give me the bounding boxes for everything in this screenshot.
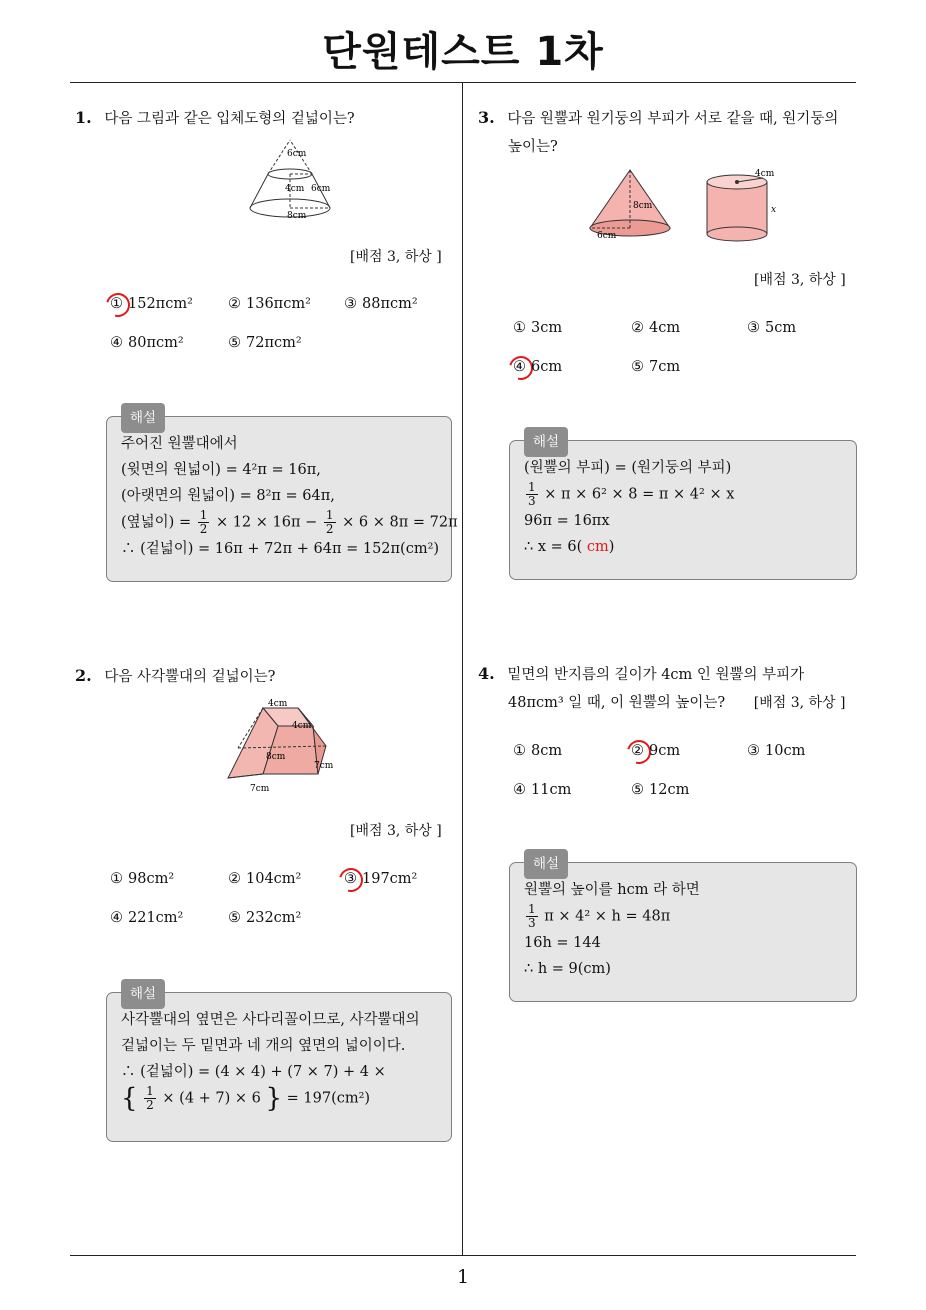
choice-mark: ③: [747, 743, 760, 759]
explanation-line: (원뿔의 부피) = (원기둥의 부피): [524, 460, 732, 476]
figure-label: 6cm: [287, 149, 307, 159]
choice-1[interactable]: [110, 296, 193, 312]
choice-text: 98cm²: [128, 871, 175, 887]
explanation-box: [106, 410, 458, 582]
choice-mark: ①: [513, 320, 526, 336]
choice-mark: ②: [228, 296, 241, 312]
choice-2[interactable]: [631, 743, 680, 759]
choice-text: 88πcm²: [362, 296, 418, 312]
question-number: 1.: [75, 108, 92, 127]
page-title: 단원테스트 1차: [322, 29, 604, 75]
column-divider: [462, 83, 463, 1255]
choice-mark: ⑤: [631, 359, 644, 375]
choice-5[interactable]: [631, 782, 689, 798]
choice-3[interactable]: [747, 743, 805, 759]
explanation-box: [106, 986, 452, 1142]
choice-4[interactable]: [110, 910, 183, 926]
choice-5[interactable]: [228, 335, 302, 351]
explanation-line: 주어진 원뿔대에서: [121, 436, 238, 452]
fraction-numerator: 1: [528, 480, 536, 494]
explanation-line: (아랫면의 원넓이) = 8²π = 64π,: [121, 488, 335, 504]
explanation-line: [121, 1085, 437, 1112]
choice-mark: ④: [110, 910, 123, 926]
choice-4[interactable]: [513, 359, 562, 375]
explanation-line: [524, 481, 842, 508]
fraction: [324, 509, 336, 536]
choice-4[interactable]: [513, 782, 571, 798]
explanation-line: 원뿔의 높이를 hcm 라 하면: [524, 882, 700, 898]
choice-text: 136πcm²: [246, 296, 311, 312]
explanation-line: 사각뿔대의 옆면은 사다리꼴이므로, 사각뿔대의: [121, 1012, 420, 1028]
choice-text: 10cm: [765, 743, 806, 759]
choice-text: 221cm²: [128, 910, 184, 926]
figure-label: 8cm: [287, 211, 307, 221]
figure-label: 8cm: [266, 752, 286, 762]
explanation-line: [524, 534, 842, 560]
fraction-numerator: 1: [199, 508, 208, 522]
fraction-numerator: 1: [528, 902, 536, 916]
choice-mark: ⑤: [631, 782, 644, 798]
page-number: 1: [456, 1266, 470, 1288]
choice-mark: ③: [344, 296, 357, 312]
choice-1[interactable]: [110, 871, 174, 887]
question-text: 다음 그림과 같은 입체도형의 겉넓이는?: [104, 111, 355, 127]
square-frustum-figure: [218, 696, 368, 796]
choice-text: 152πcm²: [128, 296, 193, 312]
explanation-text: × 6 × 8π = 72π: [342, 514, 458, 531]
explanation-text: ): [608, 539, 615, 555]
fraction-denominator: 3: [528, 494, 536, 508]
choice-mark: ③: [747, 320, 760, 336]
fraction: [526, 481, 538, 508]
frustum-cone-figure: [225, 136, 365, 226]
choice-text: 6cm: [531, 359, 563, 375]
choice-text: 72πcm²: [246, 335, 302, 351]
explanation-line: ∴ h = 9(cm): [524, 961, 611, 977]
choice-2[interactable]: [228, 296, 311, 312]
fraction-numerator: 1: [146, 1084, 154, 1098]
choice-text: 12cm: [649, 782, 690, 798]
choice-2[interactable]: [228, 871, 301, 887]
explanation-line: [524, 903, 842, 930]
choice-text: 80πcm²: [128, 335, 184, 351]
fraction-denominator: 2: [325, 522, 334, 536]
choice-mark: ②: [228, 871, 241, 887]
top-rule: [70, 82, 856, 83]
explanation-line: 겉넓이는 두 밑면과 네 개의 옆면의 넓이이다.: [121, 1038, 406, 1054]
explanation-label: 해설: [524, 849, 568, 879]
figure-label: 4cm: [285, 184, 305, 194]
fraction-denominator: 2: [146, 1098, 154, 1112]
question-4: [478, 660, 858, 717]
question-2: [75, 662, 275, 691]
explanation-text: π × 4² × h = 48π: [544, 908, 671, 925]
question-number: 3.: [478, 108, 495, 127]
figure-label: 4cm: [292, 721, 312, 731]
question-text: 밑면의 반지름의 길이가 4cm 인 원뿔의 부피가: [507, 667, 805, 683]
bottom-rule: [70, 1255, 856, 1256]
choice-mark: ⑤: [228, 910, 241, 926]
choice-3[interactable]: [747, 320, 796, 336]
question-text: 다음 원뿔과 원기둥의 부피가 서로 같을 때, 원기둥의: [507, 111, 839, 127]
fraction: [198, 509, 210, 536]
question-number: 2.: [75, 666, 92, 685]
figure-label: x: [771, 205, 777, 215]
choice-4[interactable]: [110, 335, 184, 351]
choice-mark: ②: [631, 743, 644, 759]
choice-mark: ⑤: [228, 335, 241, 351]
figure-label: 8cm: [633, 201, 653, 211]
figure-label: 7cm: [314, 761, 334, 771]
explanation-line: 96π = 16πx: [524, 513, 610, 529]
score-info: [배점 3, 하상 ]: [753, 695, 846, 711]
choice-text: 8cm: [531, 743, 563, 759]
explanation-text: = 197(cm²): [286, 1090, 371, 1107]
score-info: [배점 3, 하상 ]: [350, 249, 442, 265]
choice-text: 104cm²: [246, 871, 302, 887]
choice-mark: ①: [110, 296, 123, 312]
explanation-line: (윗면의 원넓이) = 4²π = 16π,: [121, 462, 321, 478]
choice-mark: ②: [631, 320, 644, 336]
choice-text: 4cm: [649, 320, 681, 336]
explanation-line: ∴ (겉넓이) = 16π + 72π + 64π = 152π(cm²): [121, 541, 440, 557]
choice-text: 7cm: [649, 359, 681, 375]
cone-cylinder-figure: [585, 166, 785, 246]
question-number: 4.: [478, 664, 495, 683]
fraction-denominator: 2: [199, 522, 208, 536]
fraction-numerator: 1: [325, 508, 334, 522]
figure-label: 7cm: [250, 784, 270, 794]
explanation-text: × 12 × 16π −: [215, 514, 318, 531]
explanation-label: 해설: [121, 403, 165, 433]
choice-3[interactable]: [344, 296, 418, 312]
question-1: [75, 104, 355, 133]
explanation-text: × π × 6² × 8 = π × 4² × x: [544, 486, 735, 503]
fraction-denominator: 3: [528, 916, 536, 930]
choice-mark: ④: [513, 782, 526, 798]
score-info: [배점 3, 하상 ]: [350, 823, 442, 839]
score-info: [배점 3, 하상 ]: [754, 272, 846, 288]
choice-text: 5cm: [765, 320, 797, 336]
question-text: 높이는?: [508, 139, 558, 155]
choice-2[interactable]: [631, 320, 680, 336]
explanation-text: × (4 + 7) × 6: [162, 1090, 261, 1107]
explanation-line: 16h = 144: [524, 935, 601, 951]
figure-label: 6cm: [311, 184, 331, 194]
explanation-box: [509, 856, 857, 1002]
explanation-line: [121, 508, 458, 536]
choice-text: 3cm: [531, 320, 563, 336]
choice-5[interactable]: [631, 359, 680, 375]
explanation-line: ∴ (겉넓이) = (4 × 4) + (7 × 7) + 4 ×: [121, 1064, 386, 1080]
choice-5[interactable]: [228, 910, 301, 926]
brace-open: {: [121, 1083, 138, 1114]
question-3: [478, 104, 858, 161]
choice-text: 197cm²: [362, 871, 418, 887]
figure-label: 4cm: [755, 169, 775, 179]
explanation-box: [509, 434, 857, 580]
choice-text: 11cm: [531, 782, 572, 798]
choice-mark: ③: [344, 871, 357, 887]
answer-highlight: cm: [582, 539, 609, 555]
explanation-text: (옆넓이) =: [121, 514, 192, 531]
choice-mark: ①: [110, 871, 123, 887]
fraction: [526, 903, 538, 930]
choice-mark: ①: [513, 743, 526, 759]
question-text: 48πcm³ 일 때, 이 원뿔의 높이는?: [508, 695, 726, 711]
choice-mark: ④: [513, 359, 526, 375]
choice-text: 9cm: [649, 743, 681, 759]
question-text: 다음 사각뿔대의 겉넓이는?: [104, 669, 276, 685]
explanation-label: 해설: [121, 979, 165, 1009]
explanation-text: ∴ x = 6(: [524, 539, 583, 555]
choice-3[interactable]: [344, 871, 417, 887]
choice-text: 232cm²: [246, 910, 302, 926]
figure-label: 6cm: [597, 231, 617, 241]
figure-label: 4cm: [268, 699, 288, 709]
choice-1[interactable]: [513, 320, 562, 336]
choice-1[interactable]: [513, 743, 562, 759]
choice-mark: ④: [110, 335, 123, 351]
fraction: [144, 1085, 156, 1112]
explanation-label: 해설: [524, 427, 568, 457]
brace-close: }: [265, 1083, 283, 1114]
